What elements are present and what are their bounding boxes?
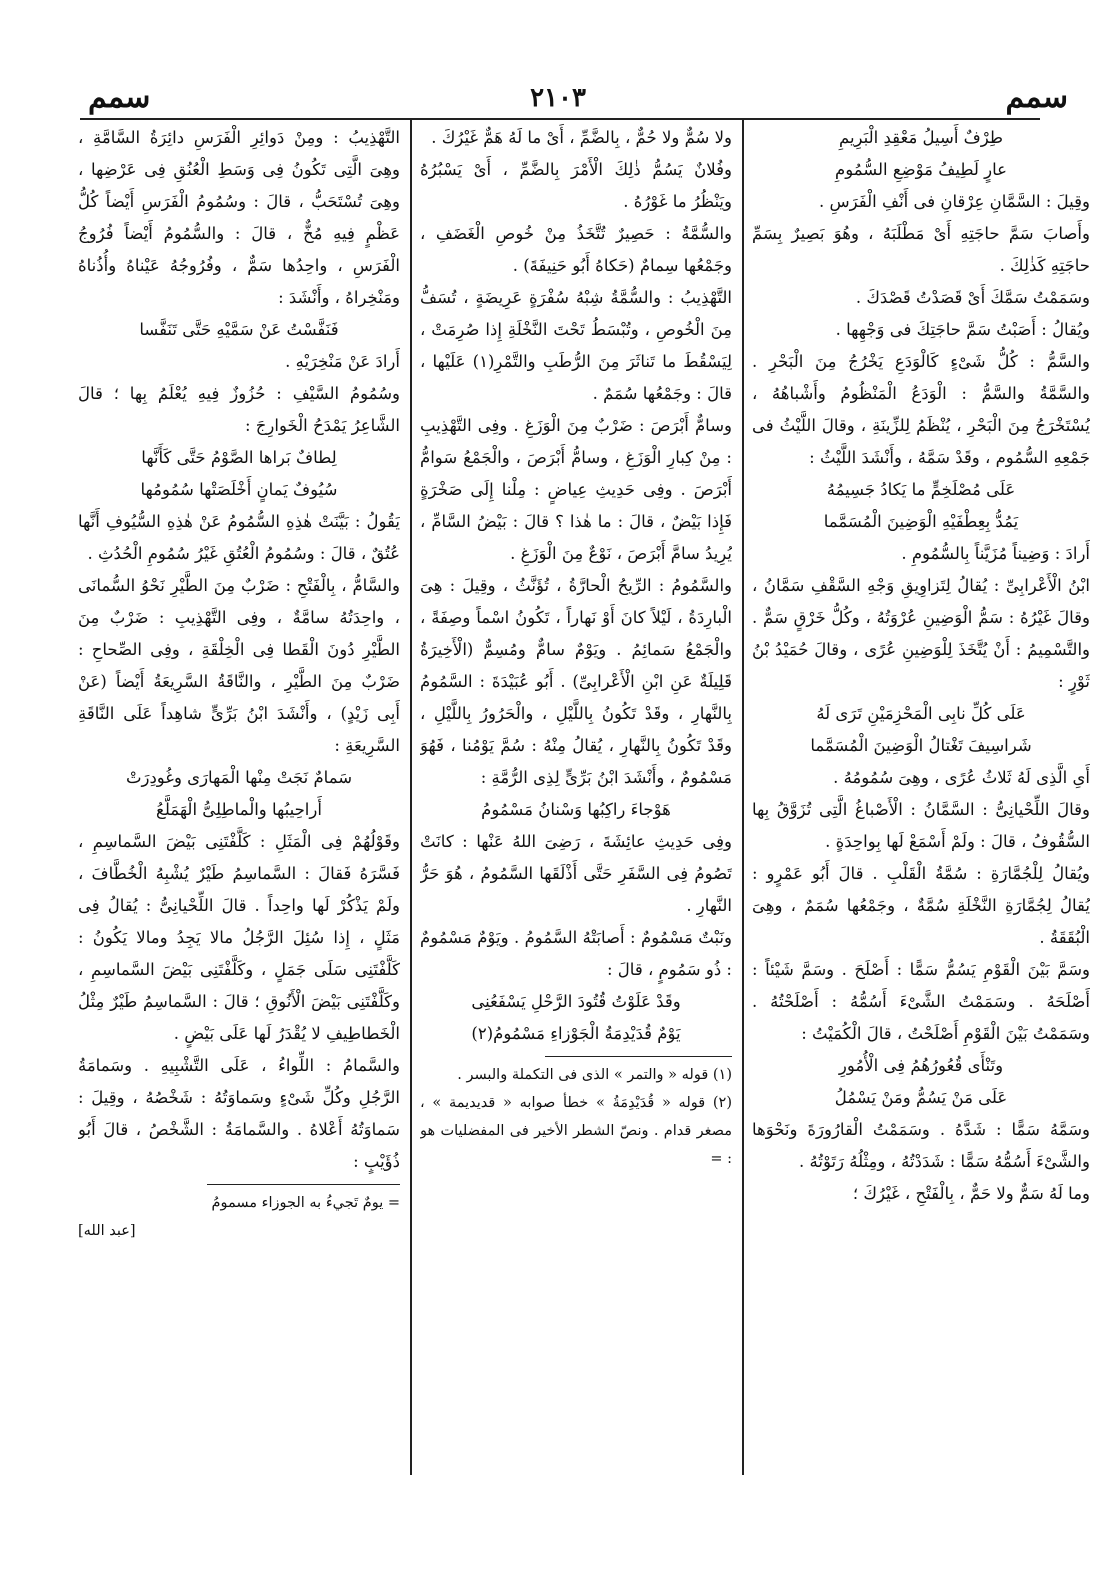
text-line: ولا سُمٌّ ولا حُمٌّ ، بِالضَّمِّ ، أَىْ ما لَهُ هَمٌّ غَيْرُكَ . (431, 128, 732, 147)
text-line: سُيُوفٌ يَمانٍ أَخْلَصَتْها سُمُومُها (140, 480, 338, 499)
column-right (752, 122, 1090, 1475)
text-line: وسامٌّ أَبْرَصَ : ضَرْبٌ مِنَ الْوَزَغِ . وفِى التَّهْذِيبِ : مِنْ كِبارِ الْوَزَغِ ، وسامُّ أَبْرَصَ ، والْجَمْعُ سَوامُّ أَبْرَصَ . وفِى حَدِيثِ عِياضٍ : مِلْنا إِلَى صَخْرَةٍ فَإِذا بَيْضٌ ، قالَ : ما هٰذا ؟ قالَ : بَيْضُ السَّامِّ ، يُرِيدُ سامَّ أَبْرَصَ ، نَوْعٌ مِنَ الْوَزَغِ . (420, 416, 732, 563)
text-line: أَراحِيبُها والْماطِلِىُّ الْهَمَلَّعُ (156, 800, 322, 819)
footnotes (78, 1189, 400, 1217)
text-line: ابْنُ الْأَعْرابِىِّ : يُقالُ لِتَزاوِيقِ وَجْهِ السَّقْفِ سَمَّانُ ، وقالَ غَيْرُهُ : سَمُّ الْوَضِينِ عُرْوَتُهُ ، وكُلُّ خَرْقٍ سَمٌّ . والتَّسْمِيمُ : أَنْ يُتَّخَذَ لِلْوَضِينِ عُرًى ، وقالَ حُمَيْدُ بْنُ ثَوْرٍ : (752, 576, 1090, 691)
text-line: وأَصابَ سَمَّ حاجَتِهِ أَىْ مَطْلَبَهُ ، وهُوَ بَصِيرٌ بِسَمِّ حاجَتِهِ كَذٰلِكَ . (752, 224, 1090, 275)
text-line: هَوْجاءَ راكِبُها وَسْنانُ مَسْمُومُ (481, 800, 671, 819)
text-line: وفُلانٌ يَسُمُّ ذٰلِكَ الْأَمْرَ بِالضَّمِّ ، أَىْ يَسْبُرُهُ ويَنْظُرُ ما غَوْرُهُ . (420, 160, 732, 211)
text-line: ونَبْتٌ مَسْمُومٌ : أَصابَتْهُ السَّمُومُ . ويَوْمٌ مَسْمُومٌ : ذُو سَمُومٍ ، قالَ : (420, 928, 732, 979)
text-line: عَلَى مَنْ يَسُمُّ ومَنْ يَسْمُلُ (834, 1088, 1008, 1107)
entry-list (78, 122, 400, 1178)
text-line: لِطافٌ بَراها الصَّوْمُ حَتَّى كَأَنَّها (141, 448, 337, 467)
column-middle (420, 122, 732, 1475)
text-line: والسَّمُّ : كُلُّ شَىْءٍ كَالْوَدَعِ يَخْرُجُ مِنَ الْبَحْرِ . والسَّمَّةُ والسَّمُّ : الْوَدَعُ الْمَنْظُومُ وأَشْباهُهُ ، يُسْتَخْرَجُ مِنَ الْبَحْرِ ، يُنْظَمُ لِلزِّينَةِ ، وقالَ اللَّيْثُ فى جَمْعِهِ السُّمُوم ، وقَدْ سَمَّهُ ، وأَنْشَدَ اللَّيْثُ : (752, 352, 1090, 467)
text-line: ويُقالُ : أَصَبْتُ سَمَّ حاجَتِكَ فى وَجْهِها . (835, 320, 1090, 339)
footnote-rule (545, 1056, 732, 1057)
footnote: = يومٌ تَجيءُ به الجوزاء مسمومُ (211, 1195, 400, 1211)
text-line: التَّهْذِيبُ : والسُّمَّةُ شِبْهُ سُفْرَةٍ عَرِيضَةٍ ، تُسَفُّ مِنَ الْخُوصِ ، وتُبْسَطُ تَحْتَ النَّخْلَةِ إِذا صُرِمَتْ ، لِيَسْقُطَ ما تَناثَرَ مِنَ الرُّطَبِ والتَّمْرِ(١) عَلَيْها ، قالَ : وجَمْعُها سُمَمٌ . (420, 288, 732, 403)
text-line: أَرادَ : وَضِيناً مُزَيَّناً بِالسُّمُومِ . (901, 544, 1090, 563)
header-right-word: سمم (1005, 80, 1068, 115)
footnote: (١) قوله « والتمر » الذى فى التكملة والبسر . (457, 1067, 732, 1083)
text-line: طِرْفٌ أَسِيلُ مَعْقِدِ الْبَرِيمِ (838, 128, 1004, 147)
text-line: سَمامٌ نَجَتْ مِنْها الْمَهارَى وغُودِرَتْ (125, 768, 353, 787)
text-line: وما لَهُ سَمٌّ ولا حَمٌّ ، بِالْفَتْحِ ، غَيْرُكَ ؛ (852, 1184, 1090, 1203)
column-divider (742, 120, 744, 1475)
text-line: يَمُدُّ بِعِطْفَيْهِ الْوَضِينَ الْمُسَمَّما (823, 512, 1019, 531)
column-left (78, 122, 400, 1475)
text-line: وقَدْ عَلَوْتُ قُتُودَ الرَّحْلِ يَسْفَعُنِى (471, 992, 681, 1011)
text-line: وسُمُومُ السَّيْفِ : حُزُوزٌ فِيهِ يُعْلَمُ بِها ؛ قالَ الشَّاعِرُ يَمْدَحُ الْخَوارِجَ : (78, 384, 400, 435)
footnotes (420, 1061, 732, 1173)
footnote-rule (207, 1184, 400, 1185)
signature: [عبد الله] (78, 1223, 136, 1239)
page-header (0, 80, 1116, 120)
text-line: وسَمَّ بَيْنَ الْقَوْمِ يَسُمُّ سَمًّا : أَصْلَحَ . وسَمَّ شَيْئاً : أَصْلَحَهُ . وسَمَمْتُ الشَّىْءَ أَسُمُّهُ : أَصْلَحْتُهُ . وسَمَمْتُ بَيْنَ الْقَوْمِ أَصْلَحْتُ ، قالَ الْكُمَيْتُ : (752, 960, 1090, 1043)
text-line: وسَمَّهُ سَمًّا : شَدَّهُ . وسَمَمْتُ الْقارُورَةَ ونَحْوَها والشَّىْءَ أَسُمُّهُ سَمًّا : شَدَدْتُهُ ، ومِثْلُهُ رَتَوْتُهُ . (752, 1120, 1090, 1171)
text-line: التَّهْذِيبُ : ومِنْ دَوائِرِ الْفَرَسِ دائِرَةُ السَّامَّةِ ، وهِىَ الَّتِى تَكُونُ فِى وَسَطِ الْعُنُقِ فِى عَرْضِها ، وهِىَ تُسْتَحَبُّ ، قالَ : وسُمُومُ الْفَرَسِ أَيْضاً كُلُّ عَظْمٍ فِيهِ مُخٌّ ، قالَ : والسُّمُومُ أَيْضاً فُرُوجُ الْفَرَسِ ، واحِدُها سَمٌّ ، وفُرُوجُهُ عَيْناهُ وأُذُناهُ ومَنْخِراهُ ، وأَنْشَدَ : (78, 128, 400, 307)
text-line: والسَّمامُ : اللِّواءُ ، عَلَى التَّشْبِيهِ . وسَمامَةُ الرَّجُلِ وكُلِّ شَىْءٍ وسَماوَتُهُ : شَخْصُهُ ، وقِيلَ : سَماوَتُهُ أَعْلاهُ . والسَّمامَةُ : الشَّخْصُ ، قالَ أَبُو ذُؤَيْبٍ : (78, 1056, 400, 1171)
text-line: عَلَى مُصْلَخِمٍّ ما يَكادُ جَسِيمُهُ (826, 480, 1016, 499)
text-line: وتَنْأَى قُعُورُهُمُ فِى الْأُمُورِ (838, 1056, 1004, 1075)
entry-list (420, 122, 732, 1050)
text-line: شَراسِيفَ تَغْتالُ الْوَضِينَ الْمُسَمَّما (810, 736, 1032, 755)
text-line: وقالَ اللِّحْيانِىُّ : السَّمَّانُ : الْأَصْباغُ الَّتِى تُزَوَّقُ بِها السُّقُوفُ ، قالَ : ولَمْ أَسْمَعْ لَها بِواحِدَةٍ . (752, 800, 1090, 851)
text-line: وقِيلَ : السَّمَّانِ عِرْقانِ فى أَنْفِ الْفَرَسِ . (819, 192, 1090, 211)
text-line: وسَمَمْتُ سَمَّكَ أَىْ قَصَدْتُ قَصْدَكَ . (855, 288, 1090, 307)
footnote: (٢) قوله « قُدَيْدِمَةُ » خطأ صوابه « قديديمة » ، مصغر قدام . ونصّ الشطر الأخير فى المفضليات هو : = (420, 1095, 732, 1167)
header-left-word: سمم (88, 80, 151, 115)
text-line: وقَوْلُهُمْ فِى الْمَثَلِ : كَلَّفْتَنِى بَيْضَ السَّماسِمِ ، فَسَّرَهُ فَقالَ : السَّماسِمُ طَيْرٌ يُشْبِهُ الْخُطَّافَ ، ولَمْ يَذْكُرْ لَها واحِداً . قالَ اللِّحْيانِىُّ : يُقالُ فِى مَثَلٍ ، إِذا سُئِلَ الرَّجُلُ مالا يَجِدُ ومالا يَكُونُ : كَلَّفْتَنِى سَلَى جَمَلٍ ، وكَلَّفْتَنِى بَيْضَ السَّماسِمِ ، وكَلَّفْتَنِى بَيْضَ الْأَنُوقِ ؛ قالَ : السَّماسِمُ طَيْرٌ مِثْلُ الْخَطاطِيفِ لا يُقْدَرُ لَها عَلَى بَيْضٍ . (78, 832, 400, 1043)
page-number: ٢١٠٣ (530, 83, 586, 113)
text-line: يَقُولُ : بَيَّنَتْ هٰذِهِ السُّمُومُ عَنْ هٰذِهِ السُّيُوفِ أَنَّها عُتُقٌ ، قالَ : وسُمُومُ الْعُتُقِ غَيْرُ سُمُومِ الْحُدُثِ . (78, 512, 400, 563)
text-line: ويُقالُ لِلْجُمَّارَةِ : سُمَّةُ الْقَلْبِ . قالَ أَبُو عَمْرٍو : يُقالُ لِجُمَّارَةِ النَّخْلَةِ سُمَّةٌ ، وجَمْعُها سُمَمٌ ، وهِىَ الْبُقَقَةُ . (752, 864, 1090, 947)
text-line: والسُّمَّةُ : حَصِيرٌ تُتَّخَذُ مِنْ خُوصِ الْغَضَفِ ، وجَمْعُها سِمامٌ (حَكاهُ أَبُو حَنِيفَةَ) . (420, 224, 732, 275)
text-line: فَنَفَّسْتُ عَنْ سَمَّيْهِ حَتَّى تَنَفَّسا (139, 320, 339, 339)
header-rule (80, 118, 1040, 120)
text-line: والسَّمُومُ : الرِّيحُ الْحارَّةُ ، تُؤَنَّثُ ، وقِيلَ : هِىَ الْبارِدَةُ ، لَيْلاً كانَ أَوْ نَهاراً ، تَكُونُ اسْماً وصِفَةً ، والْجَمْعُ سَمائِمُ . ويَوْمٌ سامٌّ ومُسِمٌّ (الْأَخِيرَةُ قَلِيلَةٌ عَنِ ابْنِ الْأَعْرابِىِّ) . أَبُو عُبَيْدَةَ : السَّمُومُ بِالنَّهارِ ، وقَدْ تَكُونُ بِاللَّيْلِ ، والْحَرُورُ بِاللَّيْلِ ، وقَدْ تَكُونُ بِالنَّهارِ ، يُقالُ مِنْهُ : سُمَّ يَوْمُنا ، فَهُوَ مَسْمُومٌ ، وأَنْشَدَ ابْنُ بَرِّىٍّ لِذِى الرُّمَّةِ : (420, 576, 732, 787)
entry-list (752, 122, 1090, 1210)
text-line: والسَّامُّ ، بِالْفَتْحِ : ضَرْبٌ مِنَ الطَّيْرِ نَحْوُ السُّمانَى ، واحِدَتُهُ سامَّةٌ ، وفِى التَّهْذِيبِ : ضَرْبٌ مِنَ الطَّيْرِ دُونَ الْقَطا فِى الْخِلْقَةِ ، وفِى الصِّحاحِ : ضَرْبٌ مِنَ الطَّيْرِ ، والنَّاقَةُ السَّرِيعَةُ أَيْضاً (عَنْ أَبِى زَيْدٍ) ، وأَنْشَدَ ابْنُ بَرِّىٍّ شاهِداً عَلَى النَّاقَةِ السَّرِيعَةِ : (78, 576, 400, 755)
column-divider (410, 120, 412, 1475)
text-line: أَرادَ عَنْ مَنْخِرَيْهِ . (285, 352, 400, 371)
text-line: وفِى حَدِيثِ عائِشَةَ ، رَضِىَ اللهُ عَنْها : كانَتْ تَصُومُ فِى السَّفَرِ حَتَّى أَذْلَقَها السَّمُومُ ، هُوَ حَرُّ النَّهارِ . (420, 832, 732, 915)
text-line: يَوْمٌ قُدَيْدِمَةُ الْجَوْزاءِ مَسْمُومُ(٢) (471, 1024, 681, 1043)
text-line: عارٍ لَطِيفُ مَوْضِعِ السُّمُومِ (835, 160, 1007, 179)
text-line: عَلَى كُلِّ نابِى الْمَحْزِمَيْنِ تَرَى لَهُ (816, 704, 1026, 723)
text-line: أَىِ الَّذِى لَهُ ثَلاثُ عُرًى ، وهِىَ سُمُومُهُ . (833, 768, 1090, 787)
